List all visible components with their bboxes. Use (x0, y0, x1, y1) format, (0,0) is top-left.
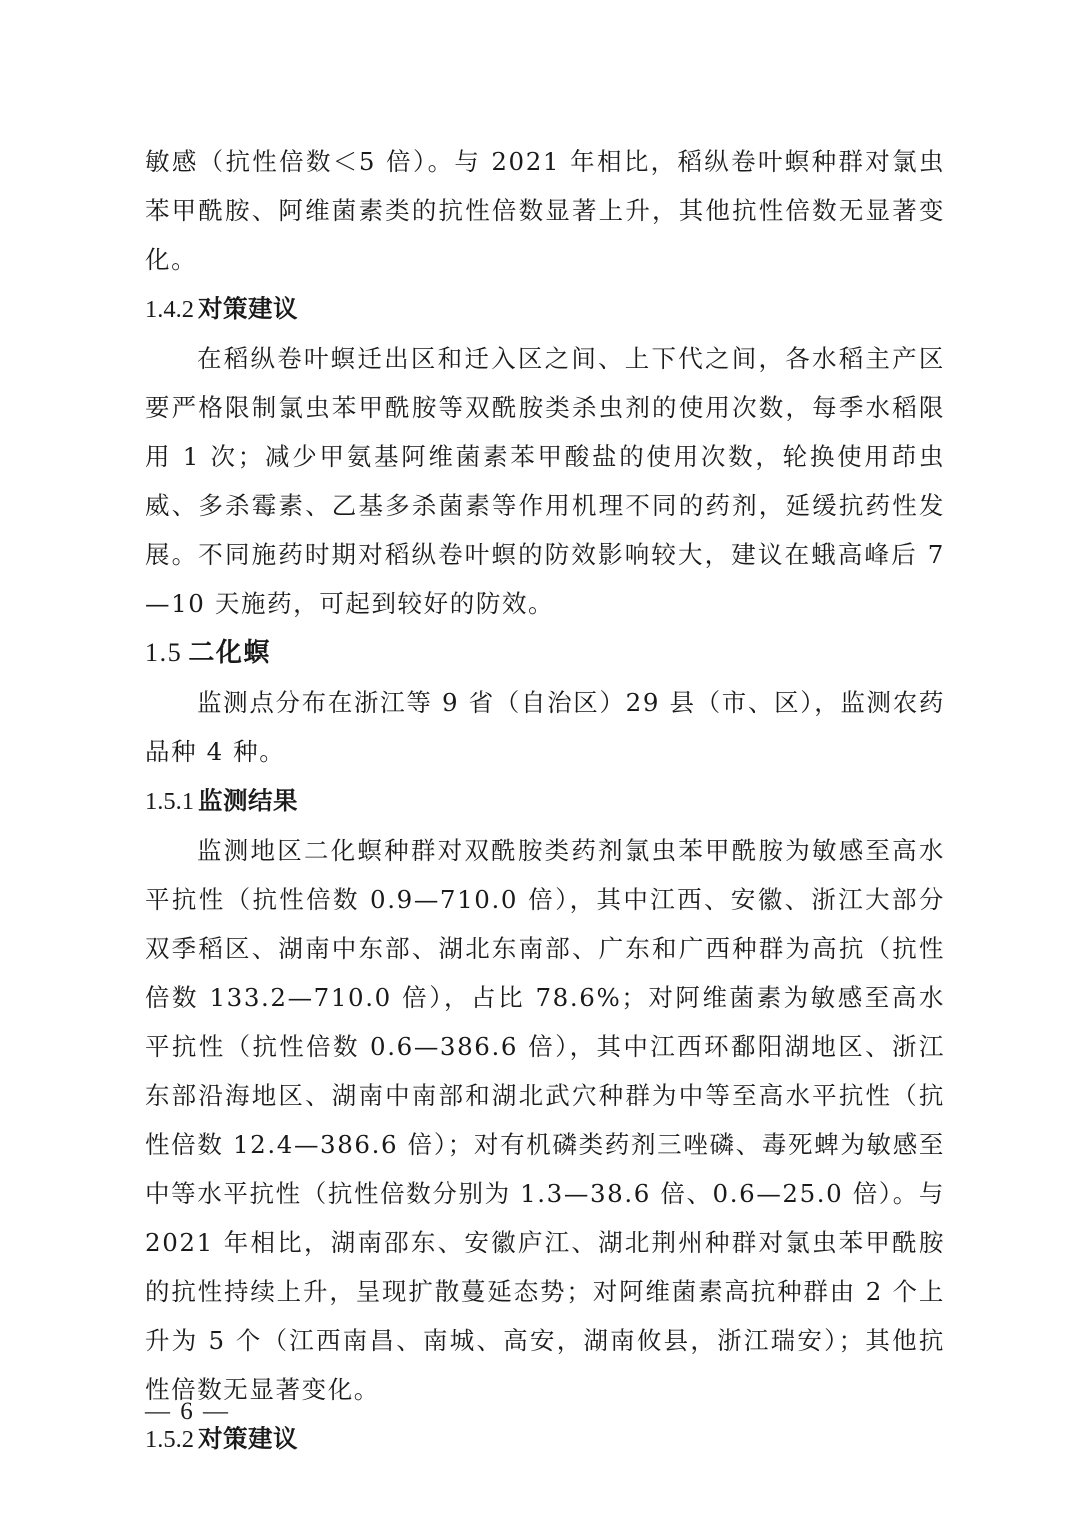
page-number: — 6 — (145, 1398, 230, 1425)
heading-1-4-2 (145, 284, 945, 334)
paragraph-countermeasures-leafroller: 在稻纵卷叶螟迁出区和迁入区之间、上下代之间，各水稻主产区要严格限制氯虫苯甲酰胺等双酰胺类杀虫剂的使用次数，每季水稻限用 1 次；减少甲氨基阿维菌素苯甲酸盐的使用次数，轮换使用茚虫威、多杀霉素、乙基多杀菌素等作用机理不同的药剂，延缓抗药性发展。不同施药时期对稻纵卷叶螟的防效影响较大，建议在蛾高峰后 7—10 天施药，可起到较好的防效。 (145, 344, 945, 618)
paragraph-resistance-summary: 敏感（抗性倍数＜5 倍）。与 2021 年相比，稻纵卷叶螟种群对氯虫苯甲酰胺、阿维菌素类的抗性倍数显著上升，其他抗性倍数无显著变化。 (145, 147, 945, 274)
document-body (145, 137, 945, 1464)
paragraph-monitoring-sites: 监测点分布在浙江等 9 省（自治区）29 县（市、区），监测农药品种 4 种。 (145, 688, 945, 766)
heading-number: 1.5.2 (145, 1426, 194, 1453)
heading-text: 监测结果 (198, 786, 298, 815)
heading-text: 对策建议 (198, 1424, 298, 1453)
heading-text: 对策建议 (198, 294, 298, 323)
heading-number: 1.5.1 (145, 788, 194, 815)
heading-1-5 (145, 628, 945, 678)
heading-1-5-1 (145, 776, 945, 826)
heading-1-5-2 (145, 1414, 945, 1464)
heading-text: 二化螟 (188, 638, 272, 668)
heading-number: 1.5 (145, 638, 183, 667)
paragraph-monitoring-results: 监测地区二化螟种群对双酰胺类药剂氯虫苯甲酰胺为敏感至高水平抗性（抗性倍数 0.9—710.0 倍），其中江西、安徽、浙江大部分双季稻区、湖南中东部、湖北东南部、广东和广西种群为高抗（抗性倍数 133.2—710.0 倍），占比 78.6%；对阿维菌素为敏感至高水平抗性（抗性倍数 0.6—386.6 倍），其中江西环鄱阳湖地区、浙江东部沿海地区、湖南中南部和湖北武穴种群为中等至高水平抗性（抗性倍数 12.4—386.6 倍）；对有机磷类药剂三唑磷、毒死蜱为敏感至中等水平抗性（抗性倍数分别为 1.3—38.6 倍、0.6—25.0 倍）。与 2021 年相比，湖南邵东、安徽庐江、湖北荆州种群对氯虫苯甲酰胺的抗性持续上升，呈现扩散蔓延态势；对阿维菌素高抗种群由 2 个上升为 5 个（江西南昌、南城、高安，湖南攸县，浙江瑞安）；其他抗性倍数无显著变化。 (145, 836, 945, 1404)
heading-number: 1.4.2 (145, 296, 194, 323)
